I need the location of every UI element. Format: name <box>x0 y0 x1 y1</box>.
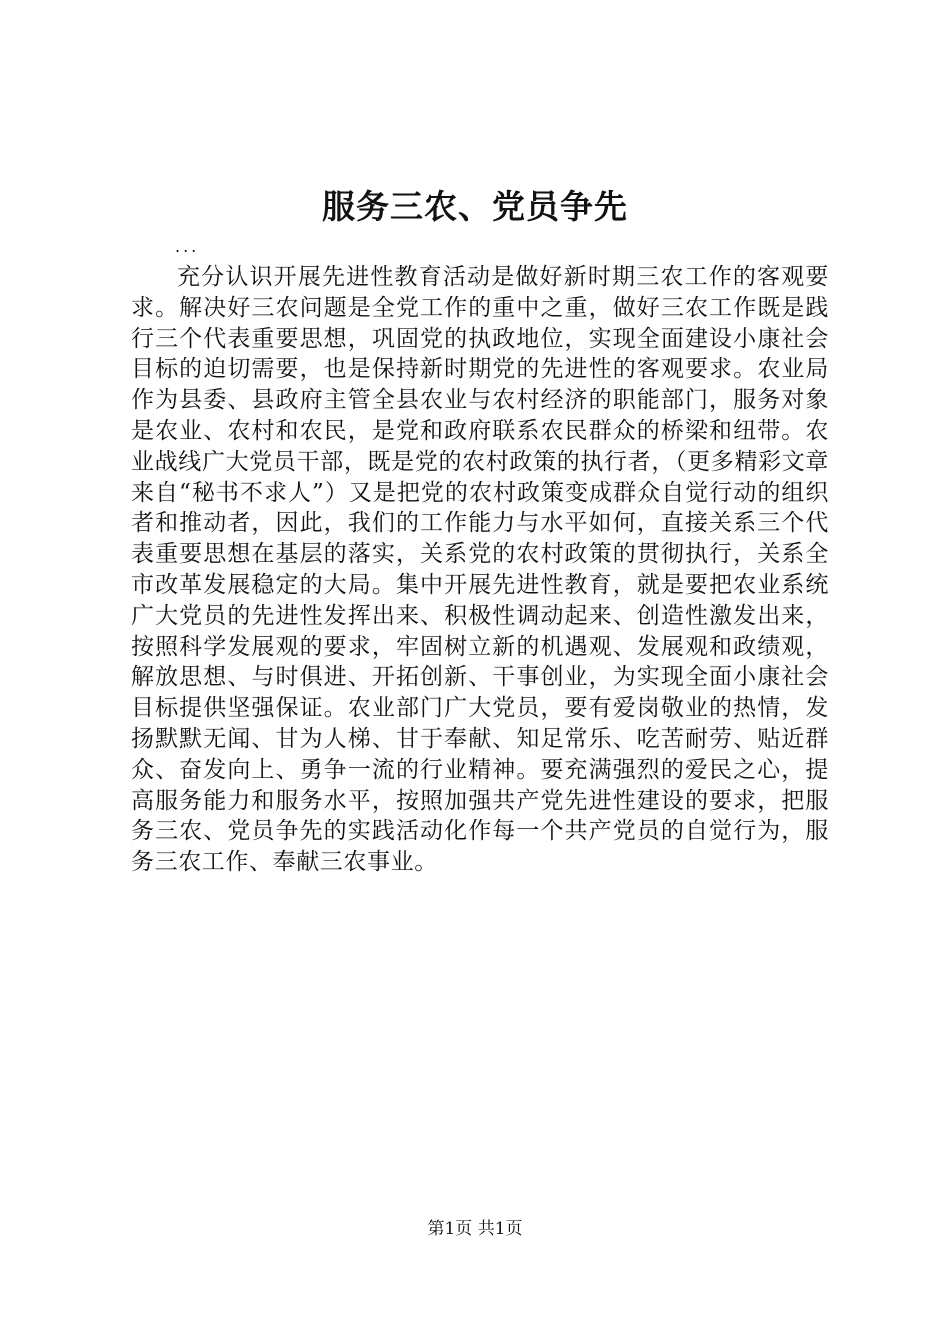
ellipsis-marker: ... <box>175 237 200 256</box>
document-title: 服务三农、党员争先 <box>322 187 628 226</box>
body-paragraph: 充分认识开展先进性教育活动是做好新时期三农工作的客观要求。解决好三农问题是全党工作的重中之重，做好三农工作既是践行三个代表重要思想，巩固党的执政地位，实现全面建设小康社会目标的迫切需要，也是保持新时期党的先进性的客观要求。农业局作为县委、县政府主管全县农业与农村经济的职能部门，服务对象是农业、农村和农民，是党和政府联系农民群众的桥梁和纽带。农业战线广大党员干部，既是党的农村政策的执行者，（更多精彩文章来自“秘书不求人”）又是把党的农村政策变成群众自觉行动的组织者和推动者，因此，我们的工作能力与水平如何，直接关系三个代表重要思想在基层的落实，关系党的农村政策的贯彻执行，关系全市改革发展稳定的大局。集中开展先进性教育，就是要把农业系统广大党员的先进性发挥出来、积极性调动起来、创造性激发出来，按照科学发展观的要求，牢固树立新的机遇观、发展观和政绩观，解放思想、与时俱进、开拓创新、干事创业，为实现全面小康社会目标提供坚强保证。农业部门广大党员，要有爱岗敬业的热情，发扬默默无闻、甘为人梯、甘于奉献、知足常乐、吃苦耐劳、贴近群众、奋发向上、勇争一流的行业精神。要充满强烈的爱民之心，提高服务能力和服务水平，按照加强共产党先进性建设的要求，把服务三农、党员争先的实践活动化作每一个共产党员的自觉行为，服务三农工作、奉献三农事业。 <box>131 264 829 876</box>
page-footer: 第1页 共1页 <box>427 1219 523 1239</box>
